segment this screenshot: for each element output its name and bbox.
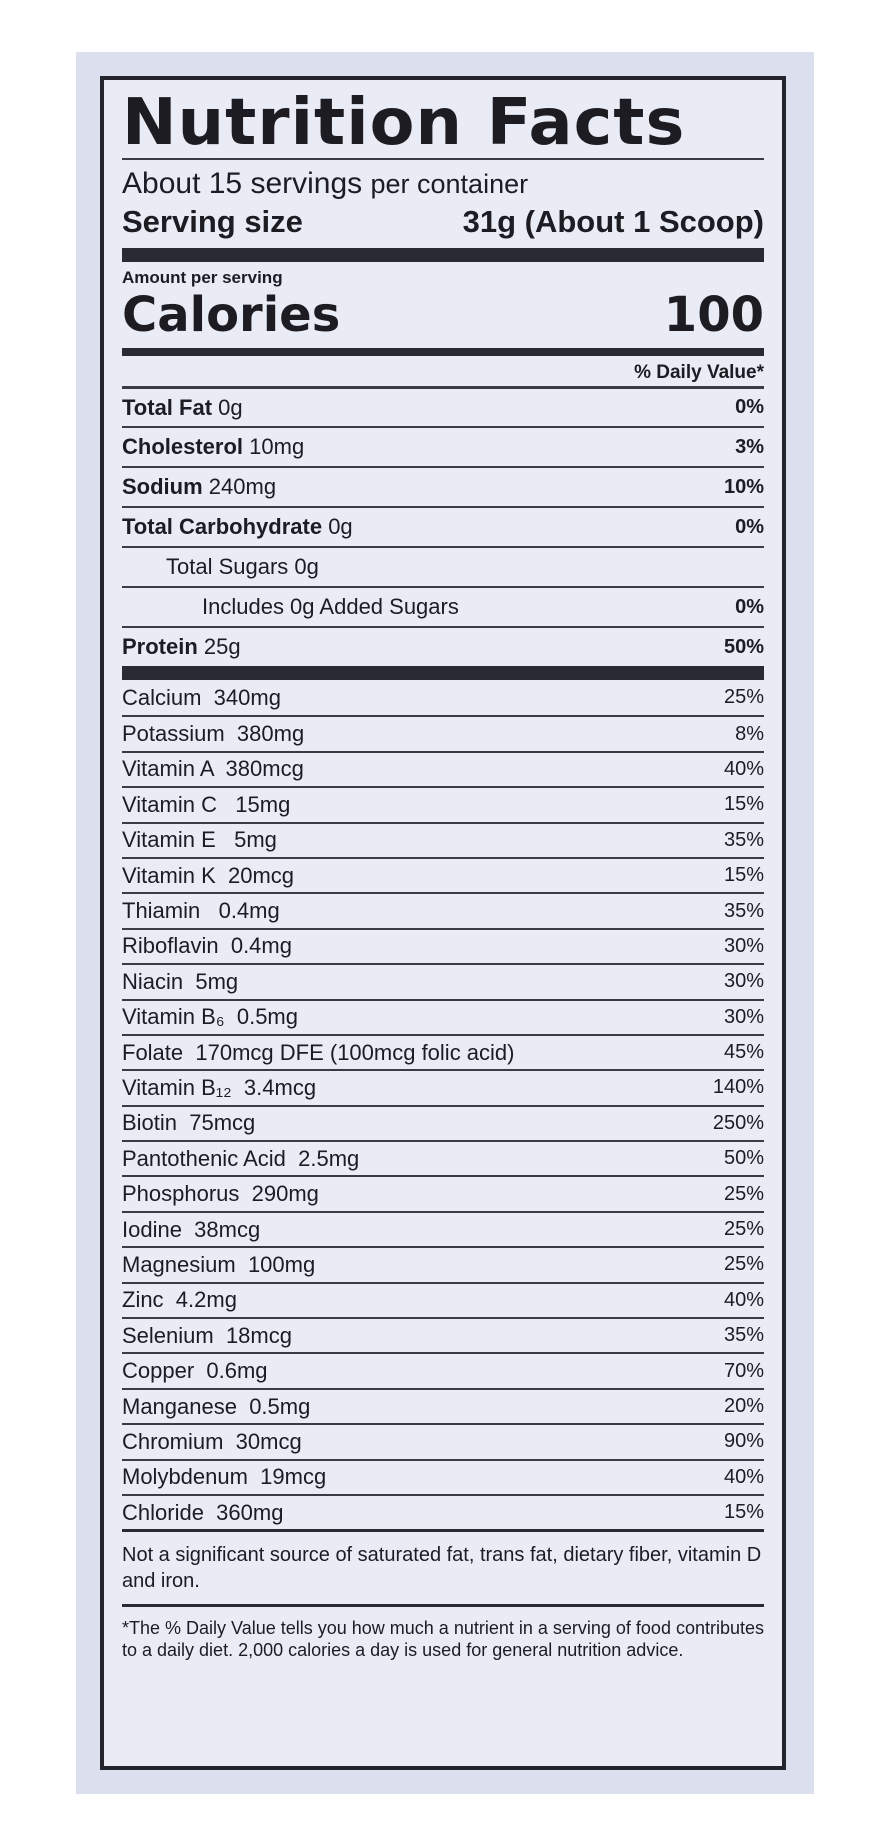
micronutrient-row (122, 1246, 764, 1281)
macro-nutrient-list (122, 386, 764, 666)
micronutrient-daily-value: 20% (723, 1395, 764, 1417)
nutrient-row (122, 506, 764, 546)
micronutrient-name-amount: Selenium 18mcg (122, 1322, 292, 1348)
micronutrient-row (122, 1352, 764, 1387)
micronutrient-row (122, 1105, 764, 1140)
micronutrient-daily-value: 8% (735, 722, 764, 745)
micronutrient-name-amount: Molybdenum 19mcg (122, 1464, 327, 1490)
micronutrient-name-amount: Copper 0.6mg (122, 1358, 268, 1384)
amount-per-serving: Amount per serving (122, 268, 283, 287)
nutrient-name-group (122, 634, 241, 660)
micronutrient-name-amount: Pantothenic Acid 2.5mg (122, 1145, 360, 1171)
nutrient-row (122, 426, 764, 466)
nutrient-amount: 0g (328, 514, 353, 539)
micronutrient-name-amount: Vitamin B₁₂ 3.4mcg (122, 1074, 317, 1100)
micronutrient-name-amount: Vitamin E 5mg (122, 827, 277, 853)
micronutrient-row (122, 680, 764, 715)
micronutrient-row (122, 963, 764, 998)
nutrient-name: Sodium (122, 474, 203, 499)
serving-size-row (122, 202, 764, 248)
daily-value-header: % Daily Value* (634, 362, 764, 383)
micronutrient-daily-value: 25% (723, 1218, 764, 1241)
micronutrient-name-amount: Riboflavin 0.4mg (122, 933, 292, 959)
micronutrient-daily-value: 40% (723, 1288, 764, 1311)
not-significant-source-note: Not a significant source of saturated fat, trans fat, dietary fiber, vitamin D and iron. (122, 1544, 762, 1593)
micronutrient-daily-value: 25% (723, 686, 764, 709)
medium-divider (122, 348, 764, 356)
nutrient-name-group (122, 554, 319, 580)
micronutrient-daily-value: 70% (723, 1359, 764, 1382)
micronutrient-name-amount: Vitamin B₆ 0.5mg (122, 1004, 298, 1030)
nutrient-amount: 25g (203, 634, 241, 659)
micronutrient-row (122, 751, 764, 786)
micronutrient-daily-value: 35% (723, 899, 764, 922)
micronutrient-daily-value: 90% (723, 1430, 764, 1453)
nutrient-name-group (122, 395, 243, 421)
servings-per-container-text: per container (370, 169, 529, 199)
nutrient-amount: 0g (218, 394, 243, 420)
micronutrient-name-amount: Vitamin A 380mcg (122, 756, 304, 782)
thick-divider (122, 666, 764, 680)
thick-divider (122, 248, 764, 262)
servings-per-container (122, 166, 764, 202)
nutrient-name: Total Carbohydrate (122, 514, 323, 539)
micronutrient-name-amount: Niacin 5mg (122, 968, 239, 994)
micronutrient-row (122, 1211, 764, 1246)
micronutrient-name-amount: Calcium 340mg (122, 684, 281, 710)
nutrient-name-group (122, 434, 304, 460)
micronutrient-row (122, 892, 764, 927)
nutrient-daily-value: 50% (723, 635, 764, 658)
micronutrient-row (122, 1317, 764, 1352)
label-title: Nutrition Facts (122, 86, 686, 160)
micronutrient-daily-value: 250% (712, 1111, 764, 1134)
micronutrient-daily-value: 15% (723, 793, 764, 816)
micronutrient-name-amount: Phosphorus 290mg (122, 1181, 319, 1207)
micronutrient-row (122, 786, 764, 821)
micronutrient-daily-value: 30% (723, 1005, 764, 1028)
nutrient-row (122, 546, 764, 586)
nutrient-row (122, 626, 764, 666)
micronutrient-daily-value: 40% (723, 1465, 764, 1488)
micronutrient-name-amount: Chloride 360mg (122, 1499, 284, 1525)
micronutrient-name-amount: Thiamin 0.4mg (122, 898, 280, 924)
nutrient-row (122, 586, 764, 626)
nutrient-name-group (122, 474, 276, 500)
serving-size-label: Serving size (122, 204, 303, 239)
micronutrient-daily-value: 50% (723, 1147, 764, 1170)
micronutrient-row (122, 1494, 764, 1529)
micronutrient-name-amount: Vitamin K 20mcg (122, 862, 295, 888)
micronutrient-name-amount: Zinc 4.2mg (122, 1287, 237, 1313)
nutrient-amount: 240mg (208, 474, 277, 499)
nutrient-daily-value: 3% (735, 435, 764, 458)
nutrient-name-group (122, 514, 353, 540)
micronutrient-daily-value: 30% (723, 970, 764, 993)
nutrient-row (122, 386, 764, 426)
nutrition-facts-label (100, 76, 786, 1770)
micronutrient-name-amount: Biotin 75mcg (122, 1110, 256, 1136)
micronutrient-daily-value: 45% (723, 1041, 764, 1064)
micronutrient-row (122, 999, 764, 1034)
micronutrient-row (122, 1459, 764, 1494)
micronutrient-row (122, 928, 764, 963)
micronutrient-row (122, 1140, 764, 1175)
micro-nutrient-list (122, 680, 764, 1529)
nutrient-daily-value: 0% (735, 595, 764, 618)
micronutrient-name-amount: Folate 170mcg DFE (100mcg folic acid) (122, 1039, 515, 1065)
calories-value: 100 (663, 287, 764, 343)
calories-label: Calories (122, 287, 341, 343)
nutrient-daily-value: 0% (735, 396, 764, 418)
micronutrient-name-amount: Chromium 30mcg (122, 1428, 302, 1454)
micronutrient-row (122, 1034, 764, 1069)
nutrient-daily-value: 10% (723, 475, 764, 498)
serving-size-value: 31g (About 1 Scoop) (462, 204, 764, 239)
nutrient-name-group (122, 594, 459, 620)
micronutrient-daily-value: 35% (723, 828, 764, 851)
micronutrient-daily-value: 40% (723, 757, 764, 780)
nutrient-name: Protein (122, 634, 198, 659)
nutrient-row (122, 466, 764, 506)
nutrient-name: Includes 0g Added Sugars (202, 594, 459, 619)
micronutrient-row (122, 1282, 764, 1317)
micronutrient-daily-value: 25% (723, 1253, 764, 1276)
daily-value-footnote: *The % Daily Value tells you how much a nutrient in a serving of food contributes to a daily diet. 2,000 calories a day is used for general nutrition advice. (122, 1618, 765, 1661)
nutrient-name: Total Fat (122, 394, 213, 420)
micronutrient-row (122, 1388, 764, 1423)
nutrient-amount: 10mg (249, 434, 305, 459)
nutrient-name: Total Sugars 0g (166, 554, 319, 579)
nutrient-daily-value: 0% (735, 515, 764, 538)
micronutrient-row (122, 1423, 764, 1458)
micronutrient-daily-value: 15% (723, 864, 764, 887)
micronutrient-daily-value: 15% (723, 1501, 764, 1524)
micronutrient-row (122, 822, 764, 857)
micronutrient-row (122, 1175, 764, 1210)
micronutrient-daily-value: 140% (712, 1076, 764, 1099)
nutrient-name: Cholesterol (122, 434, 244, 459)
micronutrient-row (122, 715, 764, 750)
micronutrient-name-amount: Iodine 38mcg (122, 1216, 261, 1242)
micronutrient-daily-value: 30% (723, 934, 764, 957)
micronutrient-name-amount: Vitamin C 15mg (122, 791, 291, 817)
micronutrient-name-amount: Manganese 0.5mg (122, 1393, 311, 1419)
micronutrient-name-amount: Potassium 380mg (122, 721, 305, 747)
micronutrient-row (122, 857, 764, 892)
servings-count: About 15 servings (122, 167, 363, 200)
micronutrient-daily-value: 25% (723, 1182, 764, 1205)
micronutrient-name-amount: Magnesium 100mg (122, 1251, 316, 1277)
micronutrient-daily-value: 35% (723, 1324, 764, 1347)
calories-row (122, 288, 764, 348)
micronutrient-row (122, 1069, 764, 1104)
